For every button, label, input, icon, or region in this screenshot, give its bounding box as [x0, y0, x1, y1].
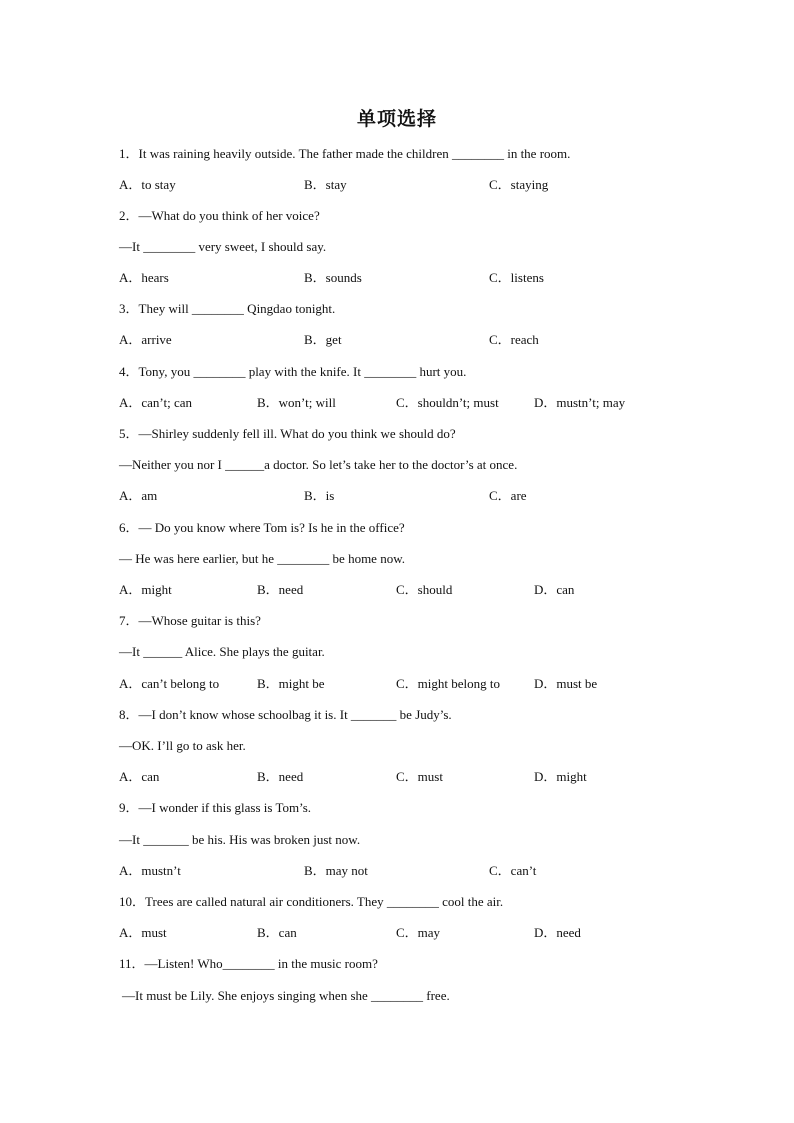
q10-option-c: C．may [396, 925, 441, 940]
q2-option-b: B．sounds [304, 270, 362, 285]
q1-option-b: B．stay [304, 177, 347, 192]
question-2-stem: 2．—What do you think of her voice? [119, 208, 320, 223]
question-3-stem: 3．They will ________ Qingdao tonight. [119, 301, 336, 316]
q3-option-a: A．arrive [119, 332, 172, 347]
q10-option-d: D．need [534, 925, 581, 940]
q3-option-b: B．get [304, 332, 342, 347]
q9-option-b: B．may not [304, 863, 368, 878]
question-11-line-2: —It must be Lily. She enjoys singing when she ________ free. [122, 988, 450, 1003]
q8-option-a: A．can [119, 769, 160, 784]
q10-option-a: A．must [119, 925, 167, 940]
q2-option-c: C．listens [489, 270, 544, 285]
q9-option-a: A．mustn’t [119, 863, 181, 878]
q4-option-a: A．can’t; can [119, 395, 193, 410]
q10-option-b: B．can [257, 925, 297, 940]
q1-option-c: C．staying [489, 177, 549, 192]
q4-option-d: D．mustn’t; may [534, 395, 626, 410]
question-11-stem: 11．—Listen! Who________ in the music room? [119, 956, 378, 971]
q4-option-b: B．won’t; will [257, 395, 336, 410]
question-4-stem: 4．Tony, you ________ play with the knife. It ________ hurt you. [119, 364, 467, 379]
q6-option-a: A．might [119, 582, 172, 597]
q9-option-c: C．can’t [489, 863, 537, 878]
question-9-line-2: —It _______ be his. His was broken just now. [119, 832, 361, 847]
q5-option-c: C．are [489, 488, 527, 503]
q6-option-d: D．can [534, 582, 575, 597]
question-5-stem: 5．—Shirley suddenly fell ill. What do you think we should do? [119, 426, 456, 441]
q4-option-c: C．shouldn’t; must [396, 395, 499, 410]
question-7-line-2: —It ______ Alice. She plays the guitar. [119, 644, 325, 659]
q8-option-b: B．need [257, 769, 304, 784]
q6-option-b: B．need [257, 582, 304, 597]
q7-option-d: D．must be [534, 676, 598, 691]
q5-option-a: A．am [119, 488, 158, 503]
question-8-stem: 8．—I don’t know whose schoolbag it is. It _______ be Judy’s. [119, 707, 452, 722]
question-9-stem: 9．—I wonder if this glass is Tom’s. [119, 800, 312, 815]
q7-option-b: B．might be [257, 676, 325, 691]
question-5-line-2: —Neither you nor I ______a doctor. So let’s take her to the doctor’s at once. [119, 457, 518, 472]
question-2-line-2: —It ________ very sweet, I should say. [119, 239, 327, 254]
q5-option-b: B．is [304, 488, 335, 503]
q6-option-c: C．should [396, 582, 453, 597]
question-10-stem: 10．Trees are called natural air conditioners. They ________ cool the air. [119, 894, 504, 909]
q2-option-a: A．hears [119, 270, 169, 285]
q8-option-c: C．must [396, 769, 443, 784]
question-7-stem: 7．—Whose guitar is this? [119, 613, 261, 628]
question-1-stem: 1．It was raining heavily outside. The father made the children ________ in the room. [119, 146, 571, 161]
q1-option-a: A．to stay [119, 177, 176, 192]
question-6-stem: 6．— Do you know where Tom is? Is he in the office? [119, 520, 405, 535]
q7-option-c: C．might belong to [396, 676, 501, 691]
q7-option-a: A．can’t belong to [119, 676, 220, 691]
q8-option-d: D．might [534, 769, 587, 784]
question-8-line-2: —OK. I’ll go to ask her. [119, 738, 246, 753]
q3-option-c: C．reach [489, 332, 539, 347]
page-title: 单项选择 [356, 108, 437, 130]
question-6-line-2: — He was here earlier, but he ________ be home now. [119, 551, 405, 566]
